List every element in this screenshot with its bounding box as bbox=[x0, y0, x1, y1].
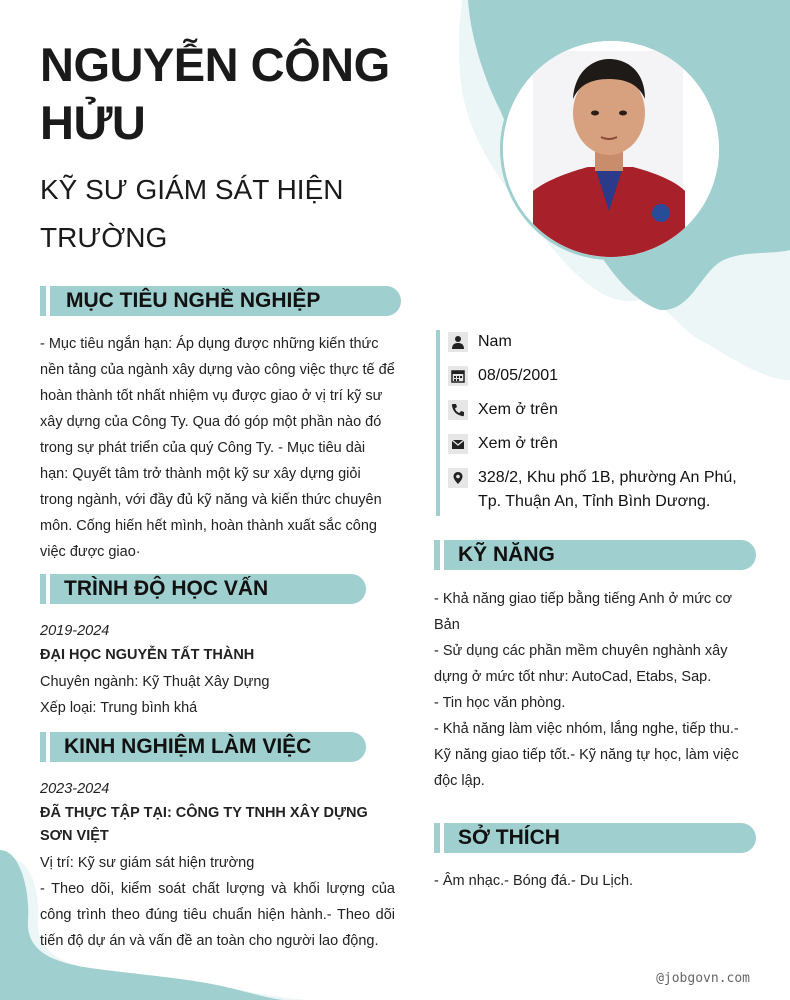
contact-email: Xem ở trên bbox=[478, 435, 558, 452]
skill-item: - Khả năng giao tiếp bằng tiếng Anh ở mức cơ Bản bbox=[434, 591, 732, 633]
person-icon bbox=[448, 332, 468, 352]
education-period: 2019-2024 bbox=[40, 623, 110, 639]
contact-phone-row bbox=[448, 398, 768, 422]
skills-heading: KỸ NĂNG bbox=[434, 540, 756, 570]
education-school: ĐẠI HỌC NGUYỄN TẤT THÀNH bbox=[40, 647, 255, 663]
education-grade: Xếp loại: Trung bình khá bbox=[40, 700, 198, 716]
skill-item: - Tin học văn phòng. bbox=[434, 695, 566, 711]
objective-text: - Mục tiêu ngắn hạn: Áp dụng được những kiến thức nền tảng của ngành xây dựng vào công việc thực tế để hoàn thành tốt nhất nhiệm vụ được giao ở vị trí kỹ sư xây dựng của Công Ty. Qua đó góp một phần nào đó trong sự phát triển của quý Công Ty. - Mục tiêu dài hạn: Quyết tâm trở thành một kỹ sư xây dựng giỏi trong ngành, với đầy đủ kỹ năng và kiến thức chuyên môn. Cống hiến hết mình, hoàn thành xuất sắc công việc được giao· bbox=[40, 336, 395, 560]
contact-info bbox=[436, 330, 768, 516]
contact-gender: Nam bbox=[478, 333, 512, 350]
location-pin-icon bbox=[448, 468, 468, 488]
education-entry bbox=[40, 618, 395, 721]
mail-icon bbox=[448, 434, 468, 454]
education-heading: TRÌNH ĐỘ HỌC VẤN bbox=[40, 574, 366, 604]
calendar-icon bbox=[448, 366, 468, 386]
job-title: KỸ SƯ GIÁM SÁT HIỆN TRƯỜNG bbox=[40, 174, 344, 253]
contact-address: 328/2, Khu phố 1B, phường An Phú, Tp. Thuận An, Tỉnh Bình Dương. bbox=[478, 469, 737, 510]
experience-period: 2023-2024 bbox=[40, 781, 110, 797]
profile-photo-image bbox=[503, 41, 719, 257]
skill-item: - Khả năng làm việc nhóm, lắng nghe, tiếp thu.- Kỹ năng giao tiếp tốt.- Kỹ năng tự học, làm việc độc lập. bbox=[434, 721, 739, 789]
candidate-name: NGUYỄN CÔNG HỬU bbox=[40, 38, 390, 149]
contact-birthday-row bbox=[448, 364, 768, 388]
skills-list bbox=[434, 586, 754, 794]
hobbies-text: - Âm nhạc.- Bóng đá.- Du Lịch. bbox=[434, 873, 634, 889]
experience-description: - Theo dõi, kiểm soát chất lượng và khối lượng của công trình theo đúng tiêu chuẩn hiện hành.- Theo dõi tiến độ dự án và vấn đề an toàn cho người lao động. bbox=[40, 881, 395, 949]
footer-credit: @jobgovn.com bbox=[656, 971, 750, 986]
contact-email-row bbox=[448, 432, 768, 456]
contact-phone: Xem ở trên bbox=[478, 401, 558, 418]
profile-photo bbox=[500, 38, 722, 260]
experience-entry bbox=[40, 776, 395, 954]
hobbies-heading: SỞ THÍCH bbox=[434, 823, 756, 853]
experience-company: ĐÃ THỰC TẬP TẠI: CÔNG TY TNHH XÂY DỰNG SƠN VIỆT bbox=[40, 805, 368, 844]
phone-icon bbox=[448, 400, 468, 420]
contact-birthday: 08/05/2001 bbox=[478, 367, 559, 384]
skill-item: - Sử dụng các phần mềm chuyên nghành xây dựng ở mức tốt như: AutoCad, Etabs, Sap. bbox=[434, 643, 728, 685]
objective-heading: MỤC TIÊU NGHỀ NGHIỆP bbox=[40, 286, 401, 316]
education-major: Chuyên ngành: Kỹ Thuật Xây Dựng bbox=[40, 674, 270, 690]
experience-position: Vị trí: Kỹ sư giám sát hiện trường bbox=[40, 855, 255, 871]
contact-gender-row bbox=[448, 330, 768, 354]
experience-heading: KINH NGHIỆM LÀM VIỆC bbox=[40, 732, 366, 762]
contact-address-row bbox=[448, 466, 768, 514]
